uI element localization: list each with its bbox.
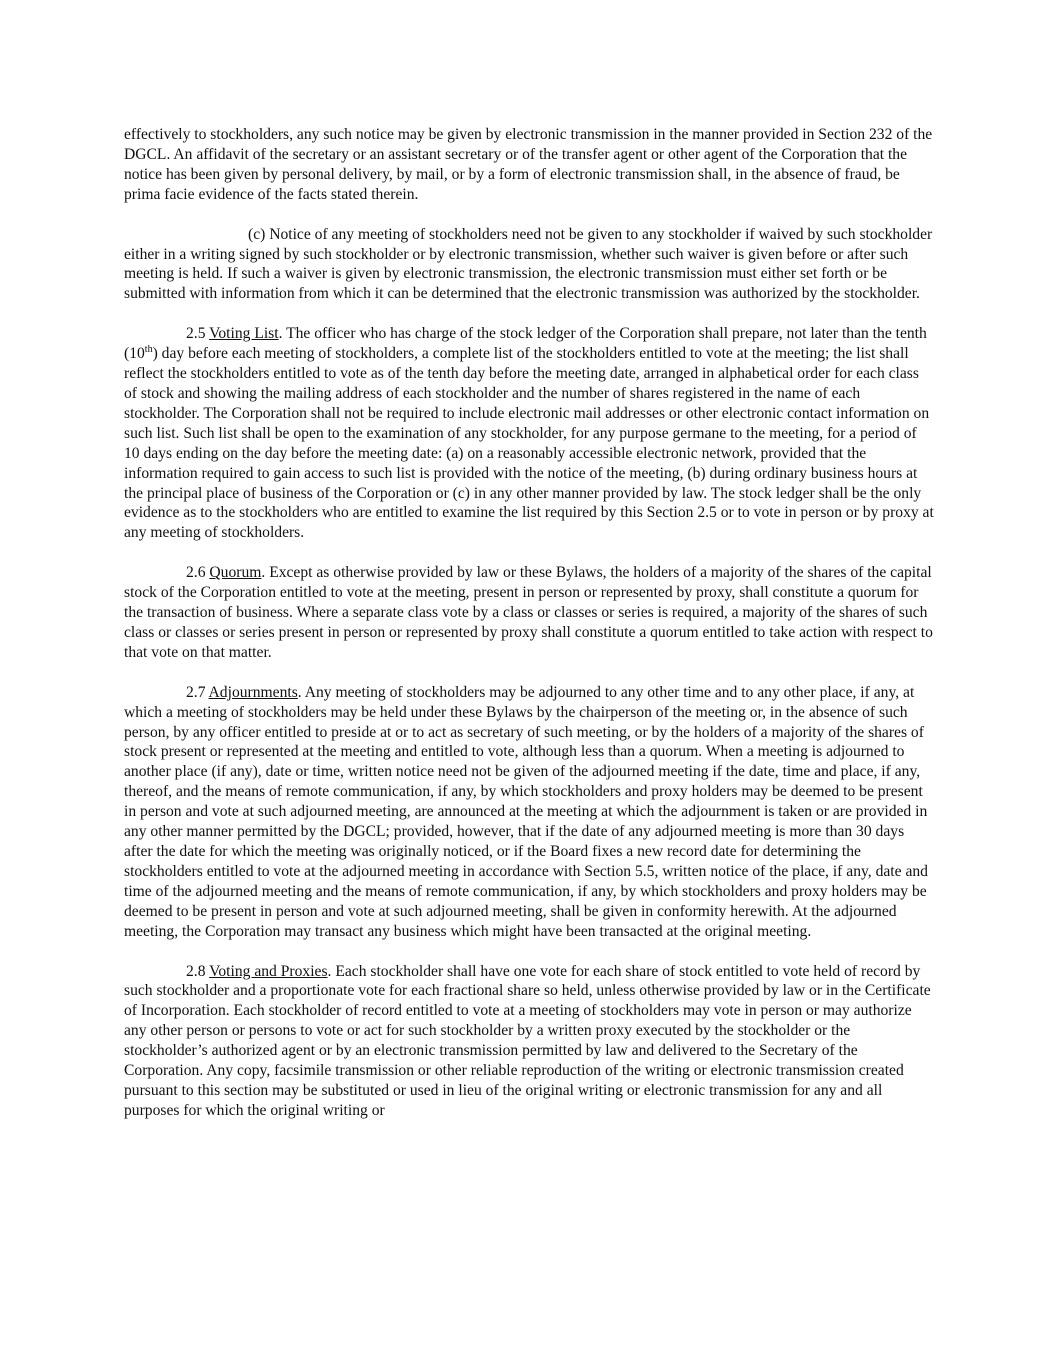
section-2-6-quorum	[124, 563, 934, 663]
paragraph-continuation: effectively to stockholders, any such notice may be given by electronic transmission in the manner provided in Section 232 of the DGCL. An affidavit of the secretary or an assistant secretary or of the transfer agent or other agent of the Corporation that the notice has been given by personal delivery, by mail, or by a form of electronic transmission shall, in the absence of fraud, be prima facie evidence of the facts stated therein.	[124, 126, 933, 203]
section-heading: Adjournments	[208, 683, 298, 701]
section-heading: Voting and Proxies	[209, 962, 328, 980]
section-text: . Any meeting of stockholders may be adjourned to any other time and to any other place, if any, at which a meeting of stockholders may be held under these Bylaws by the chairperson of the meeting or, in the absence of such person, by any officer entitled to preside at or to act as secretary of such meeting, or by the holders of a majority of the shares of stock present or represented at the meeting and entitled to vote, although less than a quorum. When a meeting is adjourned to another place (if any), date or time, written notice need not be given of the adjourned meeting if the date, time and place, if any, thereof, and the means of remote communication, if any, by which stockholders and proxy holders may be deemed to be present in person and vote at such adjourned meeting, are announced at the meeting at which the adjournment is taken or are provided in any other manner permitted by the DGCL; provided, however, that if the date of any adjourned meeting is more than 30 days after the date for which the meeting was originally noticed, or if the Board fixes a new record date for determining the stockholders entitled to vote at the adjourned meeting in accordance with Section 5.5, written notice of the place, if any, date and time of the adjourned meeting and the means of remote communication, if any, by which stockholders and proxy holders may be deemed to be present in person and vote at such adjourned meeting, shall be given in conformity herewith. At the adjourned meeting, the Corporation may transact any business which might have been transacted at the original meeting.	[124, 683, 928, 940]
section-text: . Except as otherwise provided by law or these Bylaws, the holders of a majority of the shares of the capital stock of the Corporation entitled to vote at the meeting, present in person or represented by proxy, shall constitute a quorum for the transaction of business. Where a separate class vote by a class or classes or series is required, a majority of the shares of such class or classes or series present in person or represented by proxy shall constitute a quorum entitled to take action with respect to that vote on that matter.	[124, 564, 933, 661]
paragraph-c-notice-waiver: (c) Notice of any meeting of stockholders need not be given to any stockholder if waived by such stockholder either in a writing signed by such stockholder or by electronic transmission, whether such waiver is given before or after such meeting is held. If such a waiver is given by electronic transmission, the electronic transmission must either set forth or be submitted with information from which it can be determined that the electronic transmission was authorized by the stockholder.	[124, 225, 933, 303]
section-text: . Each stockholder shall have one vote for each share of stock entitled to vote held of record by such stockholder and a proportionate vote for each fractional share so held, unless otherwise provided by law or in the Certificate of Incorporation. Each stockholder of record entitled to vote at a meeting of stockholders may vote in person or may authorize any other person or persons to vote or act for such stockholder by a written proxy executed by the stockholder or the stockholder’s authorized agent or by an electronic transmission permitted by law and delivered to the Secretary of the Corporation. Any copy, facsimile transmission or other reliable reproduction of the writing or electronic transmission created pursuant to this section may be substituted or used in lieu of the original writing or electronic transmission for any and all purposes for which the original writing or	[124, 962, 931, 1119]
section-2-7-adjournments	[124, 683, 934, 942]
section-heading: Voting List	[209, 325, 279, 343]
section-number: 2.7	[186, 683, 206, 701]
section-text-continued: ) day before each meeting of stockholders, a complete list of the stockholders entitled to vote at the meeting; the list shall reflect the stockholders entitled to vote as of the tenth day before the meeting date, arranged in alphabetical order for each class of stock and showing the mailing address of each stockholder and the number of shares registered in the name of each stockholder. The Corporation shall not be required to include electronic mail addresses or other electronic contact information on such list. Such list shall be open to the examination of any stockholder, for any purpose germane to the meeting, for a period of 10 days ending on the day before the meeting date: (a) on a reasonably accessible electronic network, provided that the information required to gain access to such list is provided with the notice of the meeting, (b) during ordinary business hours at the principal place of business of the Corporation or (c) in any other manner provided by law. The stock ledger shall be the only evidence as to the stockholders who are entitled to examine the list required by this Section 2.5 or to vote in person or by proxy at any meeting of stockholders.	[124, 345, 934, 542]
section-2-5-voting-list	[124, 324, 934, 543]
section-number: 2.8	[186, 962, 206, 980]
section-text: . The officer who has charge of the stock ledger of the Corporation shall prepare, not later than the tenth (10	[124, 325, 927, 363]
section-heading: Quorum	[209, 564, 262, 582]
section-number: 2.6	[186, 564, 206, 582]
superscript: th	[144, 343, 153, 355]
section-number: 2.5	[186, 325, 206, 343]
document-page	[124, 125, 934, 1141]
section-2-8-voting-and-proxies	[124, 962, 934, 1121]
